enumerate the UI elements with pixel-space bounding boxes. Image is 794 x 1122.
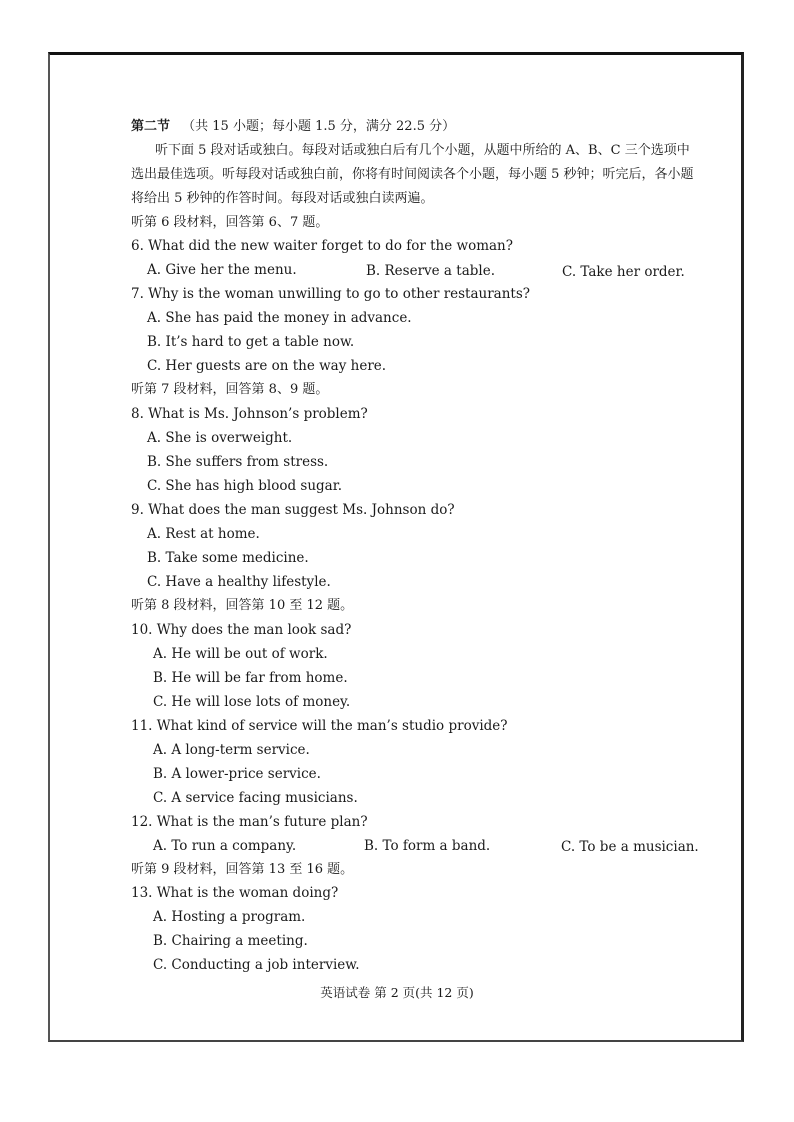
question-11-option-a: A. A long-term service. (153, 742, 310, 758)
instructions-line-2: 选出最佳选项。听每段对话或独白前，你将有时间阅读各个小题，每小题 5 秒钟；听完后，各小题 (131, 167, 694, 182)
page-footer: 英语试卷 第 2 页(共 12 页) (320, 985, 474, 1000)
instructions-line-3: 将给出 5 秒钟的作答时间。每段对话或独白读两遍。 (131, 191, 434, 206)
question-10-option-a: A. He will be out of work. (153, 646, 328, 662)
question-8-option-b: B. She suffers from stress. (147, 454, 329, 470)
question-11-option-c: C. A service facing musicians. (153, 790, 358, 806)
question-9-option-c: C. Have a healthy lifestyle. (147, 574, 331, 590)
question-7-option-b: B. It’s hard to get a table now. (147, 334, 355, 350)
question-8-option-a: A. She is overweight. (147, 430, 293, 446)
question-11-option-b: B. A lower-price service. (153, 766, 321, 782)
question-13-stem: 13. What is the woman doing? (131, 885, 339, 901)
question-10-stem: 10. Why does the man look sad? (131, 622, 352, 638)
question-13-option-c: C. Conducting a job interview. (153, 957, 360, 973)
group-9-instruction: 听第 9 段材料，回答第 13 至 16 题。 (131, 862, 354, 877)
group-7-instruction: 听第 7 段材料，回答第 8、9 题。 (131, 382, 329, 397)
group-8-instruction: 听第 8 段材料，回答第 10 至 12 题。 (131, 598, 354, 613)
question-7-stem: 7. Why is the woman unwilling to go to other restaurants? (131, 286, 531, 302)
question-9-option-a: A. Rest at home. (147, 526, 260, 542)
section-title: 第二节 (131, 119, 171, 134)
section-note: （共 15 小题；每小题 1.5 分，满分 22.5 分） (182, 119, 456, 134)
question-7-option-a: A. She has paid the money in advance. (147, 310, 412, 326)
question-12-stem: 12. What is the man’s future plan? (131, 814, 368, 830)
question-9-option-b: B. Take some medicine. (147, 550, 309, 566)
question-7-option-c: C. Her guests are on the way here. (147, 358, 387, 374)
question-10-option-c: C. He will lose lots of money. (153, 694, 351, 710)
question-12-option-c: C. To be a musician. (561, 839, 699, 855)
question-6-option-b: B. Reserve a table. (366, 263, 495, 279)
question-6-option-c: C. Take her order. (562, 264, 685, 280)
question-11-stem: 11. What kind of service will the man’s studio provide? (131, 718, 508, 734)
question-10-option-b: B. He will be far from home. (153, 670, 348, 686)
question-8-stem: 8. What is Ms. Johnson’s problem? (131, 406, 368, 422)
question-6-option-a: A. Give her the menu. (147, 262, 297, 278)
question-13-option-b: B. Chairing a meeting. (153, 933, 308, 949)
section-header (131, 118, 455, 136)
question-12-option-a: A. To run a company. (153, 838, 297, 854)
group-6-instruction: 听第 6 段材料，回答第 6、7 题。 (131, 215, 329, 230)
question-6-stem: 6. What did the new waiter forget to do for the woman? (131, 238, 513, 254)
instructions-line-1: 听下面 5 段对话或独白。每段对话或独白后有几个小题，从题中所给的 A、B、C 三个选项中 (155, 143, 690, 158)
question-13-option-a: A. Hosting a program. (153, 909, 306, 925)
question-12-option-b: B. To form a band. (364, 838, 491, 854)
question-9-stem: 9. What does the man suggest Ms. Johnson do? (131, 502, 455, 518)
question-8-option-c: C. She has high blood sugar. (147, 478, 342, 494)
